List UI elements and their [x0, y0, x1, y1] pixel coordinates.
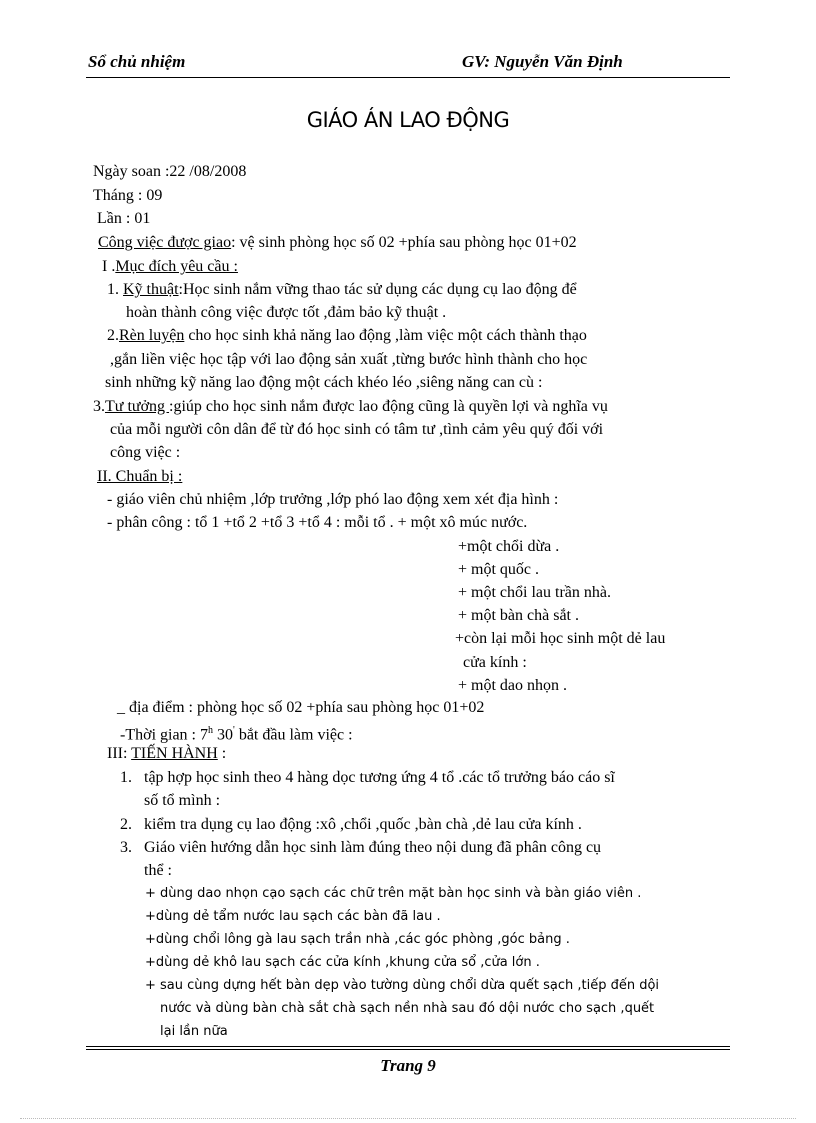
header-divider: [86, 77, 730, 78]
detail-item: +dùng dẻ khô lau sạch các cửa kính ,khung cửa sổ ,cửa lớn .: [145, 955, 540, 970]
detail-item: nước và dùng bàn chà sắt chà sạch nền nhà sau đó dội nước cho sạch ,quết: [160, 1001, 655, 1016]
time-sup2: ': [233, 725, 235, 736]
section2-line2: - phân công : tổ 1 +tổ 2 +tổ 3 +tổ 4 : mỗi tổ . + một xô múc nước.: [107, 514, 528, 531]
item2-num: 2.: [107, 327, 119, 344]
tool-item: +còn lại mỗi học sinh một dẻ lau: [455, 630, 666, 647]
header-left: Sổ chủ nhiệm: [88, 52, 186, 71]
tool-item: cửa kính :: [463, 654, 527, 671]
item3-line1: [93, 397, 608, 417]
section1-title: Mục đích yêu cầu :: [115, 258, 238, 275]
section1-heading: [102, 257, 238, 277]
item1-line2: hoàn thành công việc được tốt ,đảm bảo kỹ thuật .: [126, 304, 447, 321]
item3-line2: của mỗi người côn dân để từ đó học sinh có tâm tư ,tình cảm yêu quý đối với: [110, 421, 604, 438]
item3-label: Tư tưởng: [105, 398, 170, 415]
item2-line1: [107, 326, 587, 346]
item2-text: cho học sinh khả năng lao động ,làm việc một cách thành thạo: [184, 327, 587, 344]
time-suffix: bắt đầu làm việc :: [234, 726, 353, 744]
item1-line1: [107, 280, 577, 300]
section2-heading: II. Chuẩn bị :: [97, 468, 183, 485]
step-line2: số tổ mình :: [144, 792, 221, 809]
step-line1: kiểm tra dụng cụ lao động :xô ,chổi ,quốc ,bàn chà ,dẻ lau cửa kính .: [144, 816, 582, 833]
section3-title: TIẾN HÀNH: [131, 745, 218, 762]
tool-item: +một chổi dừa .: [458, 538, 560, 555]
tool-item: + một bàn chà sắt .: [458, 607, 579, 624]
tool-item: + một dao nhọn .: [458, 677, 568, 694]
item3-text: :giúp cho học sinh nắm được lao động cũng là quyền lợi và nghĩa vụ: [169, 398, 608, 415]
info-date: Ngày soan :22 /08/2008: [93, 163, 247, 180]
section3-heading: [107, 744, 226, 764]
footer-divider-thin: [86, 1049, 730, 1050]
detail-item: + sau cùng dựng hết bàn dẹp vào tường dùng chổi dừa quết sạch ,tiếp đến dội: [145, 978, 660, 993]
step-line2: thể :: [144, 862, 172, 879]
page-number: Trang 9: [380, 1056, 436, 1075]
step-num: 2.: [120, 816, 132, 833]
info-time: Lần : 01: [97, 210, 151, 227]
time-prefix: -Thời gian : 7: [120, 726, 208, 744]
detail-item: +dùng chổi lông gà lau sạch trần nhà ,các góc phòng ,góc bảng .: [145, 932, 570, 947]
item1-label: Kỹ thuật: [123, 281, 179, 298]
detail-item: + dùng dao nhọn cạo sạch các chữ trên mặt bàn học sinh và bàn giáo viên .: [145, 886, 642, 901]
time-mid: 30: [213, 726, 233, 744]
task-line: [98, 233, 577, 253]
item3-line3: công việc :: [110, 444, 181, 461]
step-line1: Giáo viên hướng dẫn học sinh làm đúng theo nội dung đã phân công cụ: [144, 839, 602, 856]
item2-label: Rèn luyện: [119, 327, 185, 344]
section2-line1: - giáo viên chủ nhiệm ,lớp trưởng ,lớp phó lao động xem xét địa hình :: [107, 491, 559, 508]
task-text: : vệ sinh phòng học số 02 +phía sau phòng học 01+02: [231, 234, 577, 251]
page-edge: [20, 1118, 796, 1119]
item2-line3: sinh những kỹ năng lao động một cách khéo léo ,siêng năng can cù :: [105, 374, 543, 391]
item1-num: 1.: [107, 281, 119, 298]
detail-item: +dùng dẻ tẩm nước lau sạch các bàn đã lau .: [145, 909, 441, 924]
tool-item: + một quốc .: [458, 561, 540, 578]
step-num: 1.: [120, 769, 132, 786]
info-month: Tháng : 09: [93, 187, 163, 204]
step-line1: tập hợp học sinh theo 4 hàng dọc tương ứng 4 tổ .các tổ trưởng báo cáo sĩ: [144, 769, 615, 786]
section1-prefix: I .: [102, 258, 116, 275]
item3-num: 3.: [93, 398, 105, 415]
item2-line2: ,gắn liền việc học tập với lao động sản xuất ,từng bước hình thành cho học: [110, 351, 588, 368]
time-line: [120, 721, 353, 745]
detail-item: lại lần nữa: [160, 1024, 228, 1039]
item1-text: :Học sinh nắm vững thao tác sử dụng các dụng cụ lao động để: [178, 281, 577, 298]
task-label: Công việc được giao: [98, 234, 232, 251]
location-line: _ địa điểm : phòng học số 02 +phía sau phòng học 01+02: [117, 699, 485, 716]
header-right: GV: Nguyễn Văn Định: [462, 52, 623, 71]
section3-suffix: :: [217, 745, 227, 762]
step-num: 3.: [120, 839, 132, 856]
page-title: GIÁO ÁN LAO ĐỘNG: [306, 108, 510, 132]
time-sup: h: [208, 725, 213, 736]
footer-divider: [86, 1046, 730, 1047]
tool-item: + một chổi lau trần nhà.: [458, 584, 611, 601]
section3-prefix: III:: [107, 745, 132, 762]
